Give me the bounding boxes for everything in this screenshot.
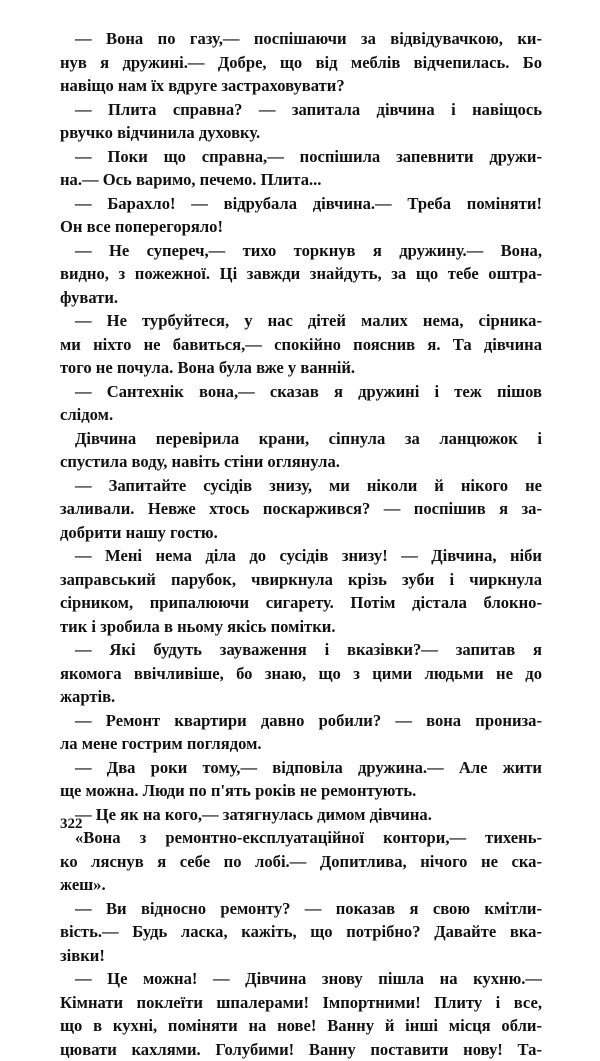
- text-line: сірником, припалюючи сигарету. Потім дістала блокно-: [60, 591, 542, 615]
- text-line: того не почула. Вона була вже у ванній.: [60, 356, 542, 380]
- text-line: добрити нашу гостю.: [60, 521, 542, 545]
- text-line: Он все поперегоряло!: [60, 215, 542, 239]
- text-line: фувати.: [60, 286, 542, 310]
- text-line: заливали. Невже хтось поскаржився? — поспішив я за-: [60, 497, 542, 521]
- text-line: слідом.: [60, 403, 542, 427]
- text-line: рвучко відчинила духовку.: [60, 121, 542, 145]
- text-line: — Запитайте сусідів знизу, ми ніколи й нікого не: [60, 474, 542, 498]
- text-line: — Сантехнік вона,— сказав я дружині і теж пішов: [60, 380, 542, 404]
- text-line: тик і зробила в ньому якісь помітки.: [60, 615, 542, 639]
- text-line: цювати кахлями. Голубими! Ванну поставити нову! Та-: [60, 1038, 542, 1061]
- text-line: жартів.: [60, 685, 542, 709]
- text-line: навіщо нам їх вдруге застраховувати?: [60, 74, 542, 98]
- page-number: 322: [60, 816, 83, 833]
- text-line: зівки!: [60, 944, 542, 968]
- text-line: жеш».: [60, 873, 542, 897]
- text-line: — Поки що справна,— поспішила запевнити дружи-: [60, 145, 542, 169]
- text-line: видно, з пожежної. Ці завжди знайдуть, за що тебе оштра-: [60, 262, 542, 286]
- text-line: — Два роки тому,— відповіла дружина.— Але жити: [60, 756, 542, 780]
- text-line: — Плита справна? — запитала дівчина і навіщось: [60, 98, 542, 122]
- text-line: спустила воду, навіть стіни оглянула.: [60, 450, 542, 474]
- text-line: — Ремонт квартири давно робили? — вона прониза-: [60, 709, 542, 733]
- text-line: — Барахло! — відрубала дівчина.— Треба поміняти!: [60, 192, 542, 216]
- text-line: ла мене гострим поглядом.: [60, 732, 542, 756]
- text-line: — Не турбуйтеся, у нас дітей малих нема, сірника-: [60, 309, 542, 333]
- text-line: — Не супереч,— тихо торкнув я дружину.— Вона,: [60, 239, 542, 263]
- text-line: — Це як на кого,— затягнулась димом дівчина.: [60, 803, 542, 827]
- text-line: — Це можна! — Дівчина знову пішла на кухню.—: [60, 967, 542, 991]
- text-line: — Вона по газу,— поспішаючи за відвідувачкою, ки-: [60, 27, 542, 51]
- text-line: — Мені нема діла до сусідів знизу! — Дівчина, ніби: [60, 544, 542, 568]
- text-line: заправський парубок, чвиркнула крізь зуби і чиркнула: [60, 568, 542, 592]
- text-line: — Ви відносно ремонту? — показав я свою кмітли-: [60, 897, 542, 921]
- text-line: ще можна. Люди по п'ять років не ремонтують.: [60, 779, 542, 803]
- text-line: Дівчина перевірила крани, сіпнула за ланцюжок і: [60, 427, 542, 451]
- text-line: «Вона з ремонтно-експлуатаційної контори,— тихень-: [60, 826, 542, 850]
- text-line: на.— Ось варимо, печемо. Плита...: [60, 168, 542, 192]
- text-line: якомога ввічливіше, бо знаю, що з цими людьми не до: [60, 662, 542, 686]
- text-line: що в кухні, поміняти на нове! Ванну й інші місця обли-: [60, 1014, 542, 1038]
- page-body: [60, 27, 542, 1061]
- text-line: нув я дружині.— Добре, що від меблів відчепилась. Бо: [60, 51, 542, 75]
- text-line: ко ляснув я себе по лобі.— Допитлива, нічого не ска-: [60, 850, 542, 874]
- text-line: — Які будуть зауваження і вказівки?— запитав я: [60, 638, 542, 662]
- text-line: вість.— Будь ласка, кажіть, що потрібно? Давайте вка-: [60, 920, 542, 944]
- text-line: ми ніхто не бавиться,— спокійно пояснив я. Та дівчина: [60, 333, 542, 357]
- text-line: Кімнати поклеїти шпалерами! Імпортними! Плиту і все,: [60, 991, 542, 1015]
